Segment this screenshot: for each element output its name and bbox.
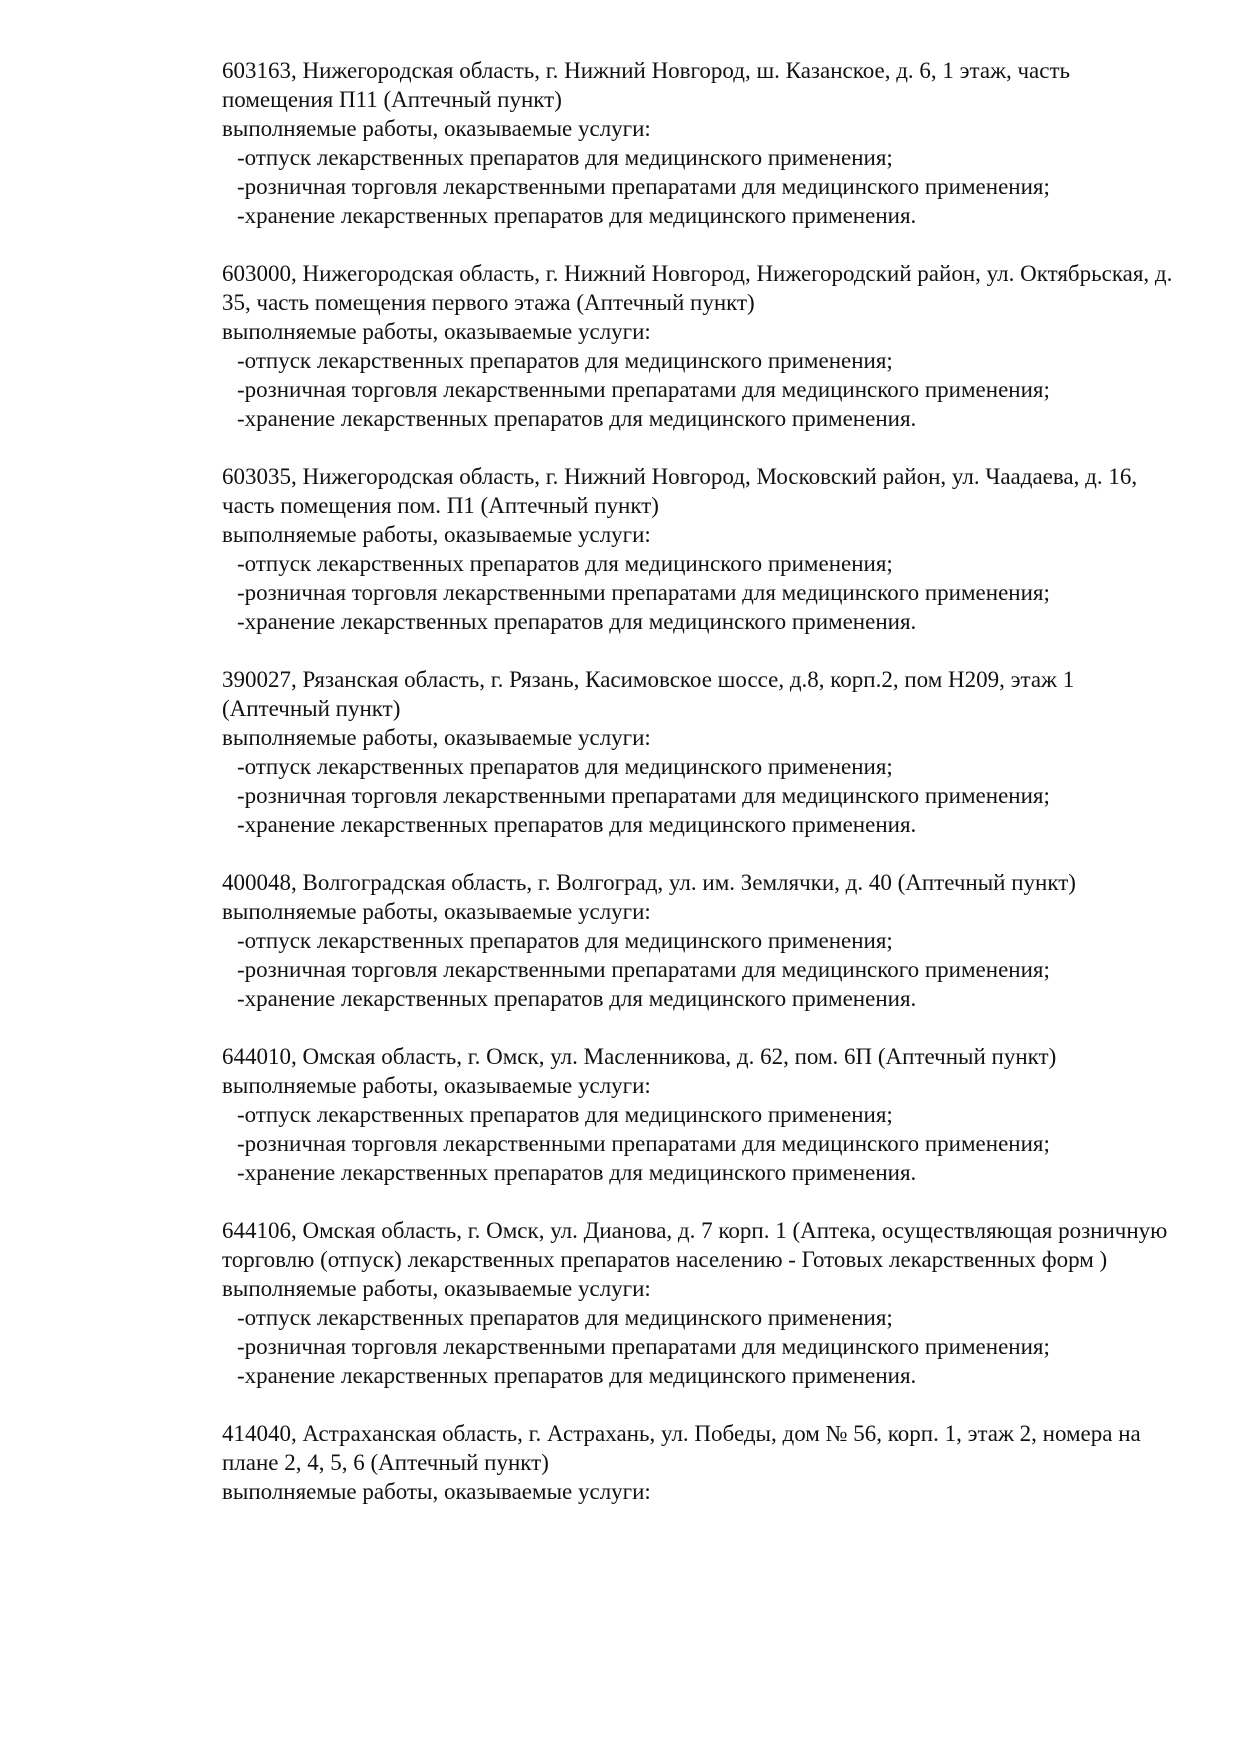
services-list xyxy=(222,549,1182,636)
service-item: -отпуск лекарственных препаратов для медицинского применения; xyxy=(237,348,893,373)
license-entry xyxy=(222,56,1182,230)
license-entry xyxy=(222,665,1182,839)
entry-address: 390027, Рязанская область, г. Рязань, Касимовское шоссе, д.8, корп.2, пом Н209, этаж 1 (Аптечный пункт) xyxy=(222,667,1075,721)
services-list xyxy=(222,926,1182,1013)
entry-address: 603035, Нижегородская область, г. Нижний Новгород, Московский район, ул. Чаадаева, д. 16, часть помещения пом. П1 (Аптечный пункт) xyxy=(222,464,1138,518)
entry-address: 603000, Нижегородская область, г. Нижний Новгород, Нижегородский район, ул. Октябрьская, д. 35, часть помещения первого этажа (Аптечный пункт) xyxy=(222,261,1173,315)
services-list xyxy=(222,752,1182,839)
service-item: -отпуск лекарственных препаратов для медицинского применения; xyxy=(237,1102,893,1127)
services-heading: выполняемые работы, оказываемые услуги: xyxy=(222,1479,651,1504)
service-item: -отпуск лекарственных препаратов для медицинского применения; xyxy=(237,928,893,953)
license-entry xyxy=(222,1419,1182,1506)
license-entry xyxy=(222,462,1182,636)
service-item: -розничная торговля лекарственными препаратами для медицинского применения; xyxy=(237,580,1050,605)
license-entry xyxy=(222,1216,1182,1390)
service-item: -хранение лекарственных препаратов для медицинского применения. xyxy=(237,1160,917,1185)
entry-address: 400048, Волгоградская область, г. Волгоград, ул. им. Землячки, д. 40 (Аптечный пункт) xyxy=(222,870,1076,895)
license-entry xyxy=(222,259,1182,433)
service-item: -хранение лекарственных препаратов для медицинского применения. xyxy=(237,203,917,228)
entry-address: 603163, Нижегородская область, г. Нижний Новгород, ш. Казанское, д. 6, 1 этаж, часть помещения П11 (Аптечный пункт) xyxy=(222,58,1070,112)
license-entry xyxy=(222,1042,1182,1187)
service-item: -отпуск лекарственных препаратов для медицинского применения; xyxy=(237,754,893,779)
service-item: -отпуск лекарственных препаратов для медицинского применения; xyxy=(237,1305,893,1330)
services-heading: выполняемые работы, оказываемые услуги: xyxy=(222,319,651,344)
service-item: -отпуск лекарственных препаратов для медицинского применения; xyxy=(237,145,893,170)
service-item: -розничная торговля лекарственными препаратами для медицинского применения; xyxy=(237,1334,1050,1359)
entry-address: 644106, Омская область, г. Омск, ул. Дианова, д. 7 корп. 1 (Аптека, осуществляющая розничную торговлю (отпуск) лекарственных препаратов населению - Готовых лекарственных форм ) xyxy=(222,1218,1168,1272)
document-page xyxy=(222,56,1182,1535)
services-heading: выполняемые работы, оказываемые услуги: xyxy=(222,116,651,141)
entry-address: 644010, Омская область, г. Омск, ул. Масленникова, д. 62, пом. 6П (Аптечный пункт) xyxy=(222,1044,1057,1069)
license-entry xyxy=(222,868,1182,1013)
service-item: -отпуск лекарственных препаратов для медицинского применения; xyxy=(237,551,893,576)
service-item: -хранение лекарственных препаратов для медицинского применения. xyxy=(237,812,917,837)
service-item: -розничная торговля лекарственными препаратами для медицинского применения; xyxy=(237,1131,1050,1156)
service-item: -розничная торговля лекарственными препаратами для медицинского применения; xyxy=(237,783,1050,808)
service-item: -розничная торговля лекарственными препаратами для медицинского применения; xyxy=(237,377,1050,402)
services-heading: выполняемые работы, оказываемые услуги: xyxy=(222,899,651,924)
entry-address: 414040, Астраханская область, г. Астрахань, ул. Победы, дом № 56, корп. 1, этаж 2, номера на плане 2, 4, 5, 6 (Аптечный пункт) xyxy=(222,1421,1141,1475)
services-list xyxy=(222,1100,1182,1187)
services-list xyxy=(222,143,1182,230)
service-item: -хранение лекарственных препаратов для медицинского применения. xyxy=(237,1363,917,1388)
service-item: -розничная торговля лекарственными препаратами для медицинского применения; xyxy=(237,957,1050,982)
service-item: -хранение лекарственных препаратов для медицинского применения. xyxy=(237,609,917,634)
service-item: -хранение лекарственных препаратов для медицинского применения. xyxy=(237,986,917,1011)
services-list xyxy=(222,1303,1182,1390)
service-item: -розничная торговля лекарственными препаратами для медицинского применения; xyxy=(237,174,1050,199)
services-list xyxy=(222,346,1182,433)
services-heading: выполняемые работы, оказываемые услуги: xyxy=(222,522,651,547)
services-heading: выполняемые работы, оказываемые услуги: xyxy=(222,1276,651,1301)
service-item: -хранение лекарственных препаратов для медицинского применения. xyxy=(237,406,917,431)
services-heading: выполняемые работы, оказываемые услуги: xyxy=(222,725,651,750)
services-heading: выполняемые работы, оказываемые услуги: xyxy=(222,1073,651,1098)
